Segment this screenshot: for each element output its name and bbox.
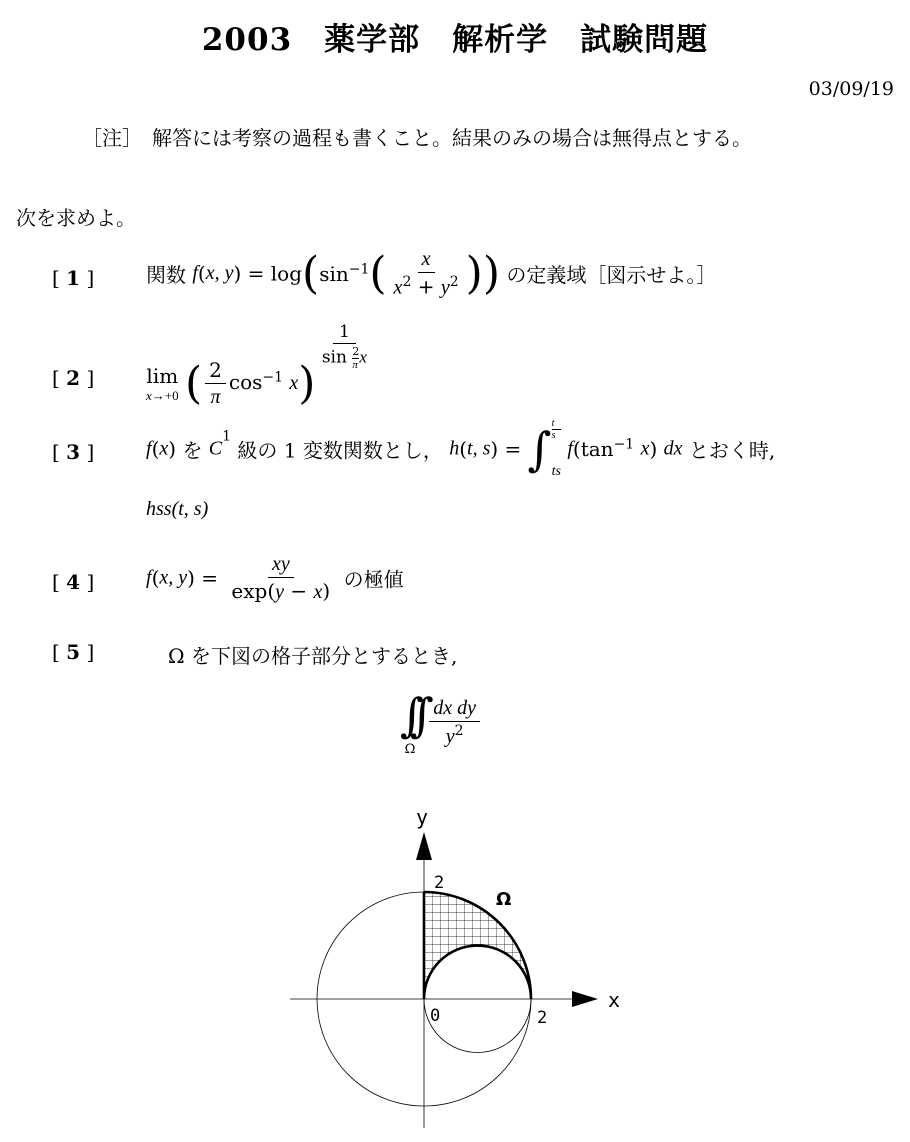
problem-1-formula: f: [192, 262, 198, 284]
y-tick-label: 2: [434, 873, 445, 893]
problem-number-4: [ 4 ]: [52, 570, 95, 594]
problem-3-lead: を: [182, 438, 203, 463]
problem-1-tail: の定義域［図示せよ。］: [506, 263, 717, 287]
problem-4-text: f(x, y) = $\frac{xy}{\exp(y - x)}$ の極値: [146, 553, 404, 603]
problem-1-lead: 関数: [146, 263, 186, 287]
instructions-note: ［注］ 解答には考察の過程も書くこと。結果のみの場合は無得点とする。: [82, 126, 752, 150]
origin-label: 0: [430, 1006, 441, 1026]
problem-number-1: [ 1 ]: [52, 266, 95, 290]
problem-1-text: 関数 f(x, $y) = \log(\sin^{-1}$( $\frac{x}{x^2 + y^2}$ )) の定義域［図示せよ。］: [146, 248, 717, 299]
y-axis-arrow: [416, 832, 432, 860]
problem-number-2: [ 2 ]: [52, 366, 95, 390]
problem-2-formula: lim x→+0 ( $\frac{2}{\pi}$ $\cos^{-1} x$) 1 sin $\frac{2}{\pi}$ x: [146, 322, 367, 409]
problem-number-5: [ 5 ]: [52, 640, 95, 664]
page-title: 2003 薬学部 解析学 試験問題: [201, 22, 709, 58]
problem-number-3: [ 3 ]: [52, 440, 95, 464]
x-axis-arrow: [572, 991, 598, 1007]
problem-5-integral: ∫∫ Ω $\frac{\text{dx dy}}{y^2}$: [400, 688, 483, 757]
problem-4-tail: の極値: [343, 567, 404, 592]
problem-3-line2: hss(t, s): [146, 498, 209, 520]
problem-5-lead: Ω を下図の格子部分とするとき,: [168, 644, 458, 668]
problem-3-text: f(x) を $C^1$ 級の 1 変数関数とし， h(t, s) = ∫ t s ts $f(\tan^{-1}$ x) dx とおく時,: [146, 418, 776, 479]
exam-date: 03/09/19: [808, 78, 894, 100]
x-tick-label: 2: [537, 1008, 548, 1028]
intro-text: 次を求めよ。: [16, 206, 136, 230]
omega-label: Ω: [496, 889, 512, 910]
problem-3-mid: 級の 1 変数関数とし，: [237, 438, 443, 463]
x-axis-label: x: [608, 988, 621, 1012]
y-axis-label: y: [416, 805, 429, 829]
problem-3-tail: とおく時,: [688, 438, 776, 463]
